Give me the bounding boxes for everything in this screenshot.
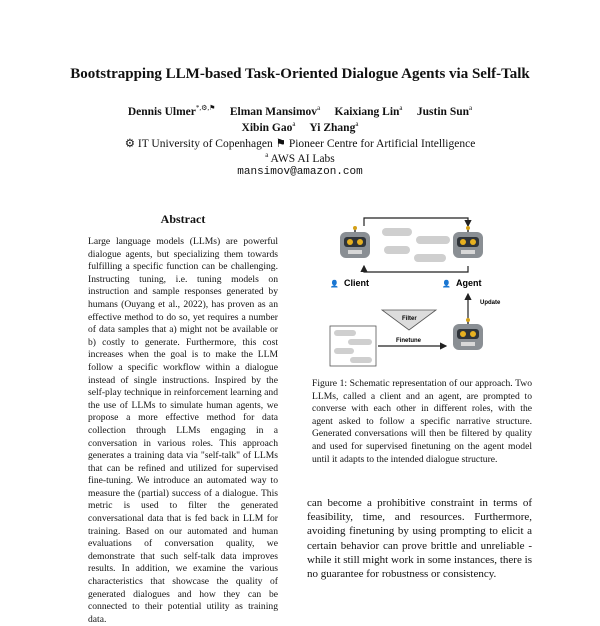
conversation-arrow-bottom [364, 266, 468, 272]
agent-person-icon: 👤 [442, 280, 451, 288]
pioneer-flag-icon: ⚑ [275, 138, 286, 150]
affiliation-line-1 [0, 136, 600, 150]
client-person-icon: 👤 [330, 280, 339, 288]
affiliation-aws: AWS AI Labs [270, 152, 335, 165]
client-robot-icon [340, 226, 370, 258]
author-mark: * [195, 104, 200, 112]
itu-logo-icon: ⚙ [124, 138, 135, 150]
author-name: Dennis Ulmer [127, 105, 196, 118]
figure-1-caption: Figure 1: Schematic representation of our approach. Two LLMs, called a client and an agent, are prompted to converse with each other in different roles, with the agent asked to follow a specific narrative structure. Generated conversations will then be filtered by quality and used for supervised finetuning on the agent model until it adapts to the intended dialogue structure. [312, 378, 532, 465]
paper-title: Bootstrapping LLM-based Task-Oriented Dialogue Agents via Self-Talk [70, 66, 530, 82]
intro-continuation: can become a prohibitive constraint in terms of feasibility, time, and resources. Furthermore, avoiding finetuning by using prompting to elicit a certain behavior can prove brittle and unreliable - while it still might work in some instances, there is no guarantee for robustness or consistency. [307, 497, 532, 581]
author-name: Xibin Gao [241, 121, 293, 134]
affiliation-line-2 [0, 151, 600, 165]
affiliation-marks-icon: ,⚙,⚑ [199, 104, 216, 112]
abstract-heading: Abstract [160, 212, 206, 226]
update-label: Update [480, 300, 501, 306]
author-name: Elman Mansimov [229, 105, 318, 118]
author-name: Kaixiang Lin [334, 105, 400, 118]
author-name: Yi Zhang [309, 121, 356, 134]
abstract-body: Large language models (LLMs) are powerful dialogue agents, but specializing them towards fulfilling a specific function can be challenging. Instructing tuning, i.e. tuning models on instruction and sample responses generated by humans (Ouyang et al., 2022), has proven as an effective method to do so, yet requires a number of data samples that a) might not be available or b) costly to generate. Furthermore, this cost increases when the goal is to make the LLM follow a specific workflow within a dialogue instead of single instructions. Inspired by the self-play technique in reinforcement learning and the use of LLMs to simulate human agents, we propose a more effective method for data collection through LLMs engaging in a conversation in various roles. This approach generates a training data via "self-talk" of LLMs that can be refined and utilized for supervised fine-tuning. We introduce an automated way to measure the (partial) success of a dialogue. This metric is used to filter the generated conversational data that is fed back in LLM for training. Based on our automated and human evaluations of conversation quality, we demonstrate that such self-talk data improves results. In addition, we examine the various characteristics that showcase the quality of generated dialogues and how they can be connected to their potential utility as training data. [88, 236, 278, 625]
aws-mark-icon: a [292, 120, 296, 128]
author-line-2 [0, 120, 600, 134]
aws-mark-icon: a [469, 104, 473, 112]
author-line-1 [0, 104, 600, 118]
aws-mark-icon: a [399, 104, 403, 112]
finetune-label: Finetune [396, 338, 421, 344]
finetuned-robot-icon [453, 318, 483, 350]
figure-1-diagram [312, 216, 524, 374]
aws-mark-icon: a [265, 151, 269, 159]
conversation-arrow-top [364, 218, 468, 226]
affiliation-pioneer: Pioneer Centre for Artificial Intelligence [288, 138, 476, 150]
author-name: Justin Sun [416, 105, 470, 118]
client-label: Client [344, 278, 370, 288]
chat-bubbles-icon [382, 228, 450, 262]
agent-label: Agent [456, 278, 482, 288]
aws-mark-icon: a [355, 120, 359, 128]
agent-robot-icon [453, 226, 483, 258]
filter-label: Filter [402, 316, 417, 322]
affiliation-itu: IT University of Copenhagen [137, 138, 273, 150]
contact-email[interactable]: mansimov@amazon.com [237, 166, 363, 178]
aws-mark-icon: a [317, 104, 321, 112]
